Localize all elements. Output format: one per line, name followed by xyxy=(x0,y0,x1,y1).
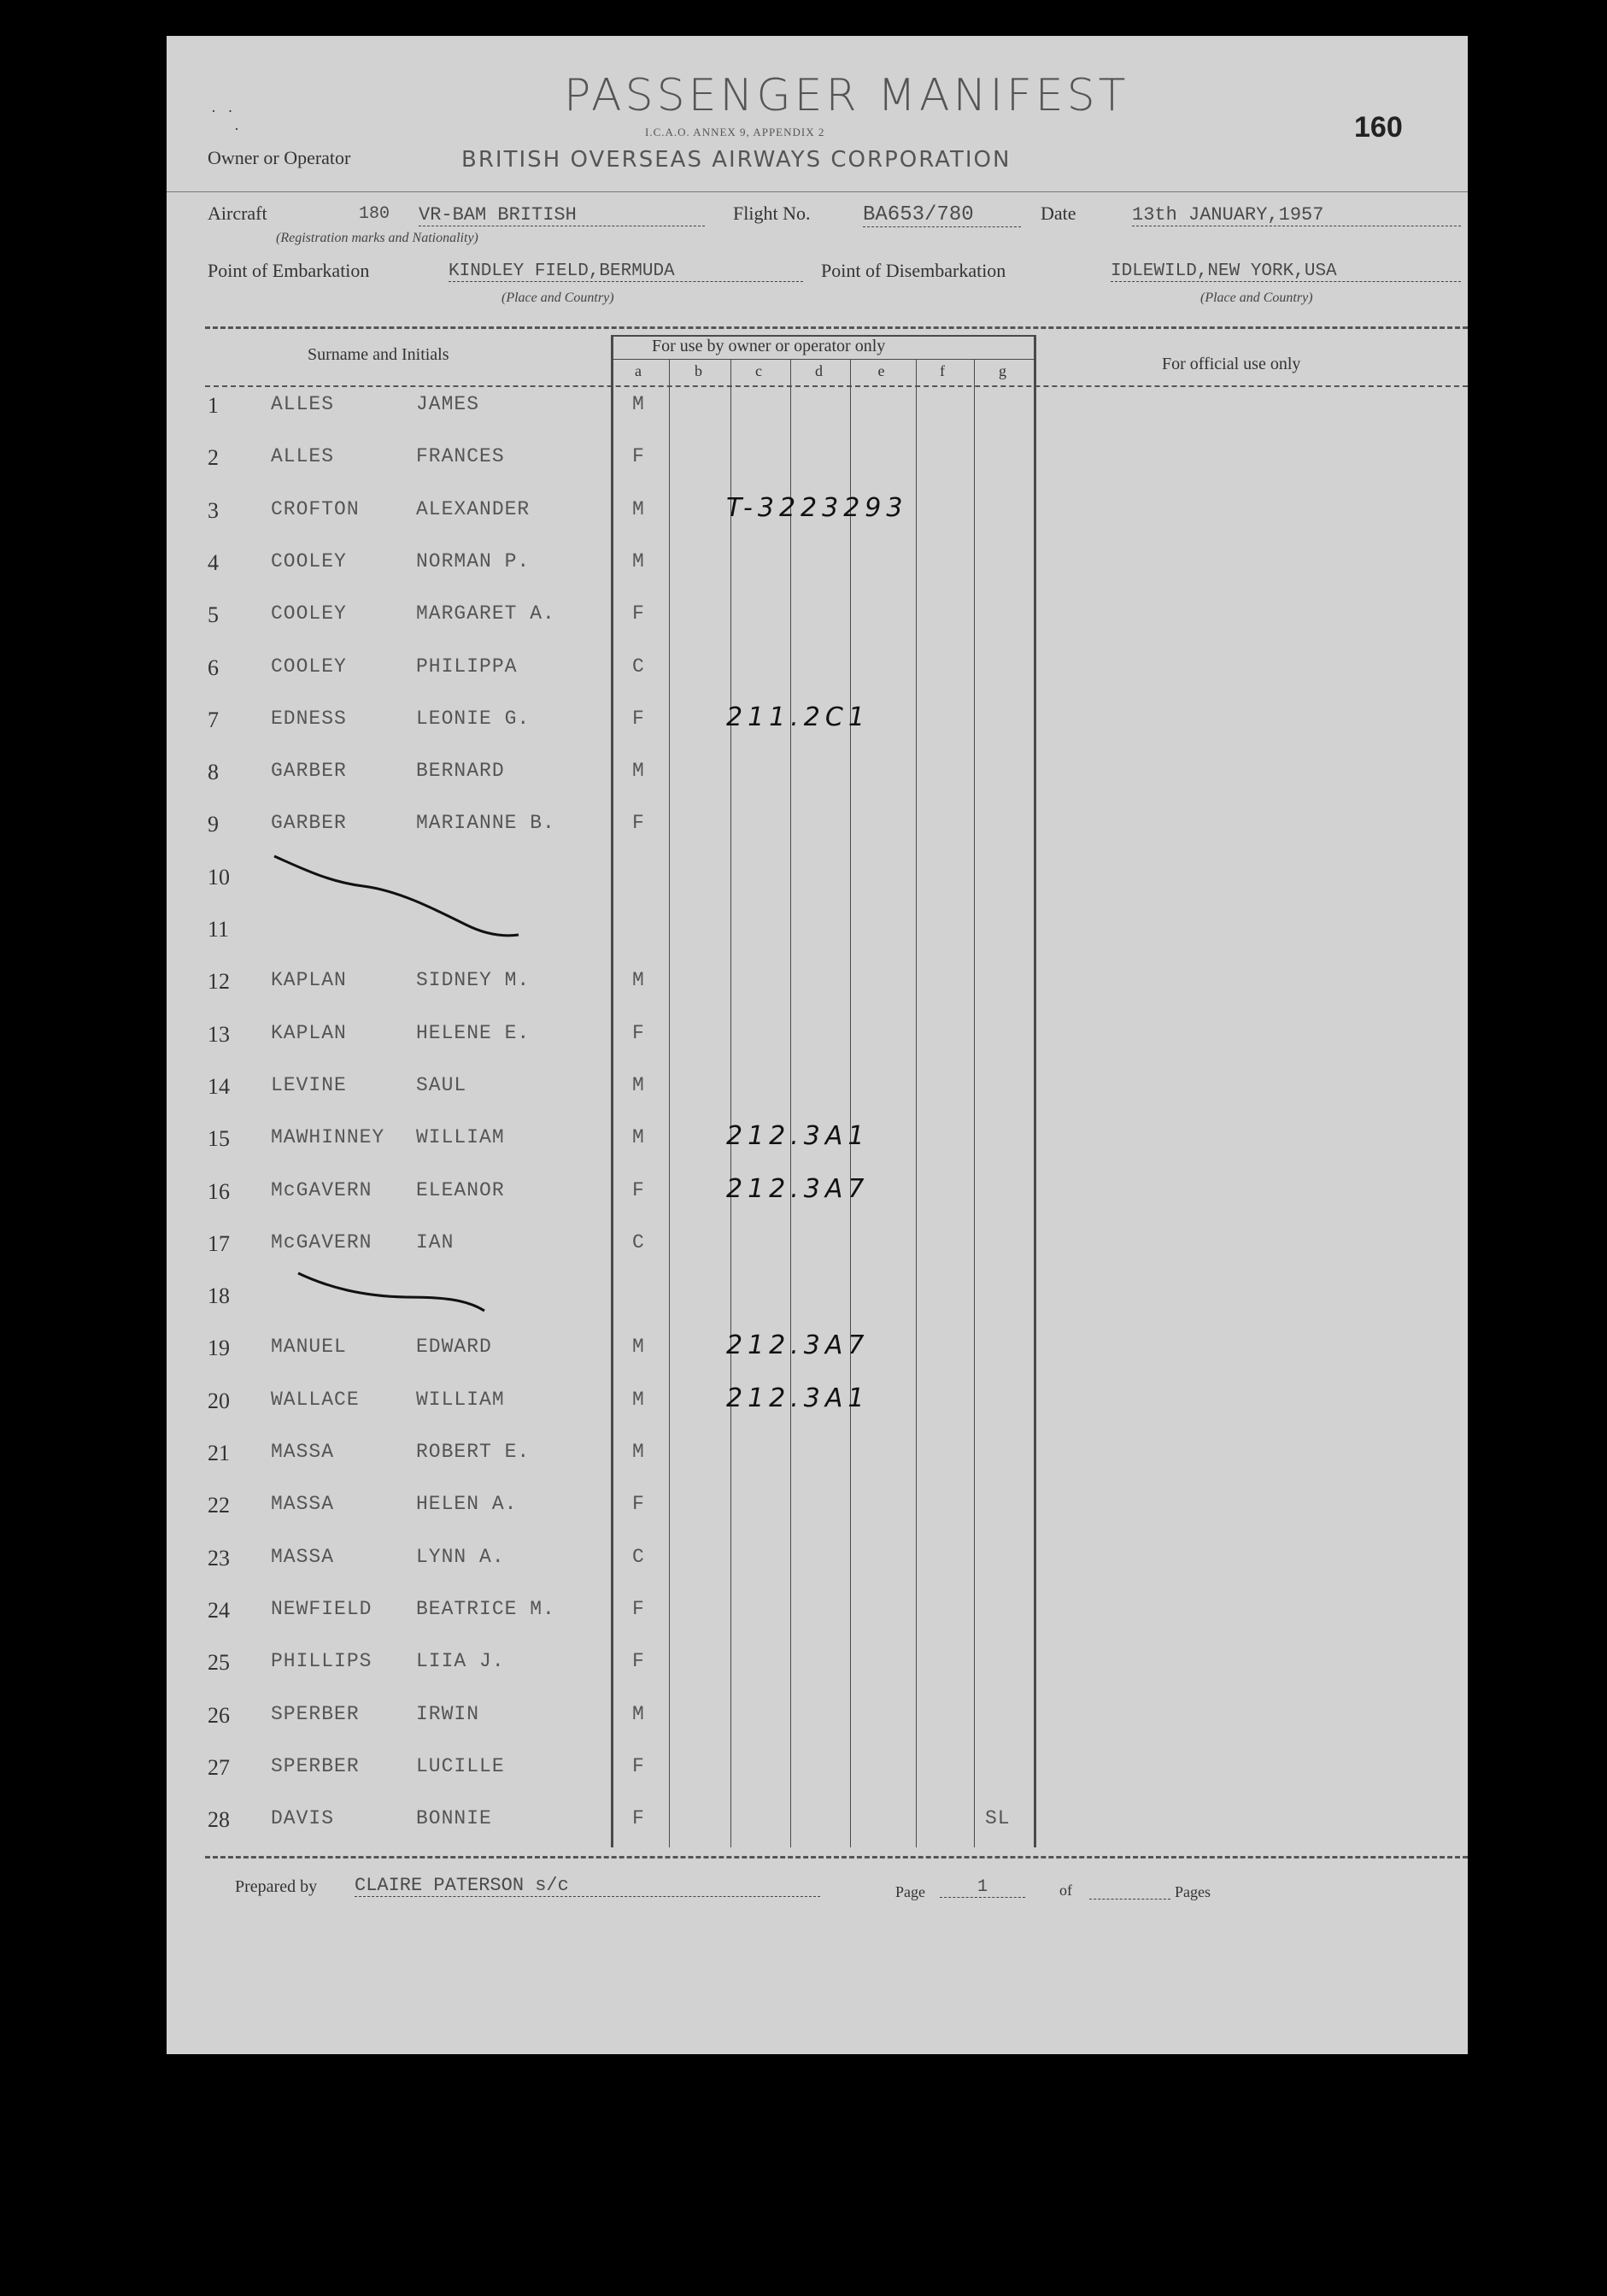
passenger-surname: GARBER xyxy=(271,760,347,782)
row-number: 27 xyxy=(208,1755,230,1780)
row-number: 23 xyxy=(208,1546,230,1571)
manifest-sheet xyxy=(167,36,1468,2054)
prepared-label: Prepared by xyxy=(235,1877,318,1896)
aircraft-label: Aircraft xyxy=(208,203,267,224)
date-label: Date xyxy=(1041,203,1076,224)
row-number: 16 xyxy=(208,1179,230,1204)
row-number: 9 xyxy=(208,812,219,837)
row-number: 17 xyxy=(208,1231,230,1256)
passenger-type: C xyxy=(632,1546,645,1568)
column-letter-a: a xyxy=(635,362,642,379)
passenger-surname: COOLEY xyxy=(271,602,347,625)
column-rule xyxy=(730,359,731,1847)
passenger-given-name: BONNIE xyxy=(416,1807,492,1829)
column-rule xyxy=(974,359,975,1847)
row-number: 28 xyxy=(208,1807,230,1832)
passenger-given-name: WILLIAM xyxy=(416,1389,505,1411)
passenger-given-name: LYNN A. xyxy=(416,1546,505,1568)
passenger-type: M xyxy=(632,969,645,991)
passenger-type: M xyxy=(632,1389,645,1411)
owner-label: Owner or Operator xyxy=(208,147,351,168)
row-number: 22 xyxy=(208,1493,230,1518)
row-number: 15 xyxy=(208,1126,230,1151)
passenger-type: F xyxy=(632,708,645,730)
row-number: 26 xyxy=(208,1703,230,1728)
page-number: 160 xyxy=(1354,111,1403,144)
row-number: 6 xyxy=(208,655,219,680)
stray-marks: · · · xyxy=(211,103,239,138)
passenger-given-name: SIDNEY M. xyxy=(416,969,531,991)
row-number: 25 xyxy=(208,1650,230,1675)
passenger-given-name: HELEN A. xyxy=(416,1493,518,1515)
passenger-surname: COOLEY xyxy=(271,550,347,573)
passenger-type: M xyxy=(632,1441,645,1463)
pages-label: Pages xyxy=(1175,1883,1211,1900)
passenger-surname: ALLES xyxy=(271,445,335,467)
strike-mark-rows-10-11 xyxy=(269,848,525,950)
handwritten-note: 212.3A7 xyxy=(726,1174,870,1204)
column-rule xyxy=(669,359,670,1847)
prepared-value: CLAIRE PATERSON s/c xyxy=(355,1875,820,1897)
handwritten-note: 212.3A1 xyxy=(726,1121,870,1151)
handwritten-note: T-3223293 xyxy=(726,493,908,523)
column-letters-top xyxy=(611,359,1034,360)
passenger-surname: McGAVERN xyxy=(271,1179,372,1201)
passenger-surname: McGAVERN xyxy=(271,1231,372,1254)
row-number: 13 xyxy=(208,1022,230,1047)
passenger-surname: CROFTON xyxy=(271,498,360,520)
passenger-type: F xyxy=(632,1650,645,1672)
passenger-surname: SPERBER xyxy=(271,1755,360,1777)
passenger-surname: LEVINE xyxy=(271,1074,347,1096)
surname-header: Surname and Initials xyxy=(308,345,449,364)
passenger-given-name: LEONIE G. xyxy=(416,708,531,730)
passenger-type: F xyxy=(632,1022,645,1044)
passenger-given-name: MARIANNE B. xyxy=(416,812,555,834)
passenger-surname: MANUEL xyxy=(271,1336,347,1358)
embark-caption: (Place and Country) xyxy=(501,291,614,305)
passenger-given-name: EDWARD xyxy=(416,1336,492,1358)
passenger-given-name: LIIA J. xyxy=(416,1650,505,1672)
passenger-type: F xyxy=(632,1179,645,1201)
passenger-type: M xyxy=(632,393,645,415)
passenger-type: F xyxy=(632,602,645,625)
column-letter-e: e xyxy=(877,362,885,379)
passenger-type: M xyxy=(632,760,645,782)
passenger-surname: MAWHINNEY xyxy=(271,1126,385,1148)
flight-no-label: Flight No. xyxy=(733,203,811,224)
embark-label: Point of Embarkation xyxy=(208,260,370,281)
passenger-given-name: LUCILLE xyxy=(416,1755,505,1777)
passenger-given-name: ROBERT E. xyxy=(416,1441,531,1463)
page-label: Page xyxy=(895,1883,925,1900)
passenger-type: M xyxy=(632,498,645,520)
row-number: 20 xyxy=(208,1389,230,1413)
handwritten-note: 212.3A1 xyxy=(726,1383,870,1413)
passenger-given-name: WILLIAM xyxy=(416,1126,505,1148)
embark-value: KINDLEY FIELD,BERMUDA xyxy=(449,261,803,282)
disembark-caption: (Place and Country) xyxy=(1200,291,1313,305)
handwritten-note: 211.2C1 xyxy=(726,702,870,732)
column-letter-g: g xyxy=(999,362,1006,379)
column-rule xyxy=(850,359,851,1847)
strike-mark-row-18 xyxy=(295,1266,500,1326)
column-rule xyxy=(611,335,613,1847)
registration-caption: (Registration marks and Nationality) xyxy=(276,231,478,245)
column-letter-f: f xyxy=(940,362,945,379)
passenger-surname: DAVIS xyxy=(271,1807,335,1829)
passenger-given-name: ALEXANDER xyxy=(416,498,531,520)
passenger-surname: KAPLAN xyxy=(271,969,347,991)
row-number: 10 xyxy=(208,865,230,890)
passenger-surname: SPERBER xyxy=(271,1703,360,1725)
disembark-label: Point of Disembarkation xyxy=(821,260,1006,281)
passenger-given-name: PHILIPPA xyxy=(416,655,518,678)
passenger-type: F xyxy=(632,1598,645,1620)
passenger-type: M xyxy=(632,1074,645,1096)
aircraft-prefix: 180 xyxy=(359,204,390,224)
passenger-surname: COOLEY xyxy=(271,655,347,678)
row-number: 11 xyxy=(208,917,230,942)
of-label: of xyxy=(1059,1882,1072,1899)
passenger-type: C xyxy=(632,655,645,678)
row-number: 21 xyxy=(208,1441,230,1465)
passenger-given-name: BERNARD xyxy=(416,760,505,782)
date-value: 13th JANUARY,1957 xyxy=(1132,204,1461,226)
passenger-given-name: SAUL xyxy=(416,1074,467,1096)
passenger-type: F xyxy=(632,1807,645,1829)
passenger-surname: GARBER xyxy=(271,812,347,834)
passenger-type: M xyxy=(632,1336,645,1358)
owner-use-header: For use by owner or operator only xyxy=(652,337,886,355)
passenger-given-name: ELEANOR xyxy=(416,1179,505,1201)
column-letter-b: b xyxy=(695,362,702,379)
passenger-type: F xyxy=(632,445,645,467)
pages-blank xyxy=(1089,1899,1170,1900)
page-value: 1 xyxy=(940,1877,1025,1898)
row-number: 5 xyxy=(208,602,219,627)
passenger-type: F xyxy=(632,1493,645,1515)
passenger-given-name: IRWIN xyxy=(416,1703,480,1725)
column-rule xyxy=(1034,335,1036,1847)
passenger-surname: MASSA xyxy=(271,1546,335,1568)
passenger-surname: MASSA xyxy=(271,1441,335,1463)
row-number: 3 xyxy=(208,498,219,523)
passenger-surname: ALLES xyxy=(271,393,335,415)
passenger-given-name: FRANCES xyxy=(416,445,505,467)
row-number: 8 xyxy=(208,760,219,784)
passenger-surname: NEWFIELD xyxy=(271,1598,372,1620)
official-header: For official use only xyxy=(1162,355,1301,373)
column-g-mark: SL xyxy=(985,1807,1011,1829)
manifest-title: PASSENGER MANIFEST xyxy=(564,70,1129,121)
passenger-surname: EDNESS xyxy=(271,708,347,730)
owner-value: BRITISH OVERSEAS AIRWAYS CORPORATION xyxy=(461,147,1012,173)
row-number: 4 xyxy=(208,550,219,575)
passenger-type: F xyxy=(632,812,645,834)
disembark-value: IDLEWILD,NEW YORK,USA xyxy=(1111,261,1461,282)
column-letter-d: d xyxy=(815,362,823,379)
row-number: 24 xyxy=(208,1598,230,1623)
owner-rule xyxy=(167,191,1468,192)
passenger-surname: KAPLAN xyxy=(271,1022,347,1044)
row-number: 18 xyxy=(208,1283,230,1308)
passenger-given-name: MARGARET A. xyxy=(416,602,555,625)
passenger-type: F xyxy=(632,1755,645,1777)
passenger-type: M xyxy=(632,550,645,573)
handwritten-note: 212.3A7 xyxy=(726,1330,870,1360)
row-number: 2 xyxy=(208,445,219,470)
passenger-surname: MASSA xyxy=(271,1493,335,1515)
row-number: 7 xyxy=(208,708,219,732)
row-number: 19 xyxy=(208,1336,230,1360)
footer-rule xyxy=(205,1856,1468,1859)
manifest-subtitle: I.C.A.O. ANNEX 9, APPENDIX 2 xyxy=(645,126,825,138)
passenger-surname: PHILLIPS xyxy=(271,1650,372,1672)
passenger-given-name: HELENE E. xyxy=(416,1022,531,1044)
row-number: 12 xyxy=(208,969,230,994)
passenger-type: C xyxy=(632,1231,645,1254)
row-number: 1 xyxy=(208,393,219,418)
passenger-given-name: BEATRICE M. xyxy=(416,1598,555,1620)
passenger-type: M xyxy=(632,1703,645,1725)
passenger-given-name: NORMAN P. xyxy=(416,550,531,573)
flight-no-value: BA653/780 xyxy=(863,203,1021,227)
passenger-surname: WALLACE xyxy=(271,1389,360,1411)
passenger-given-name: JAMES xyxy=(416,393,480,415)
row-number: 14 xyxy=(208,1074,230,1099)
column-letter-c: c xyxy=(755,362,762,379)
passenger-type: M xyxy=(632,1126,645,1148)
column-rule xyxy=(790,359,791,1847)
table-top-rule xyxy=(205,326,1468,329)
column-rule xyxy=(916,359,917,1847)
passenger-given-name: IAN xyxy=(416,1231,455,1254)
header-bottom-rule xyxy=(205,385,1468,387)
aircraft-value: VR-BAM BRITISH xyxy=(419,204,705,226)
